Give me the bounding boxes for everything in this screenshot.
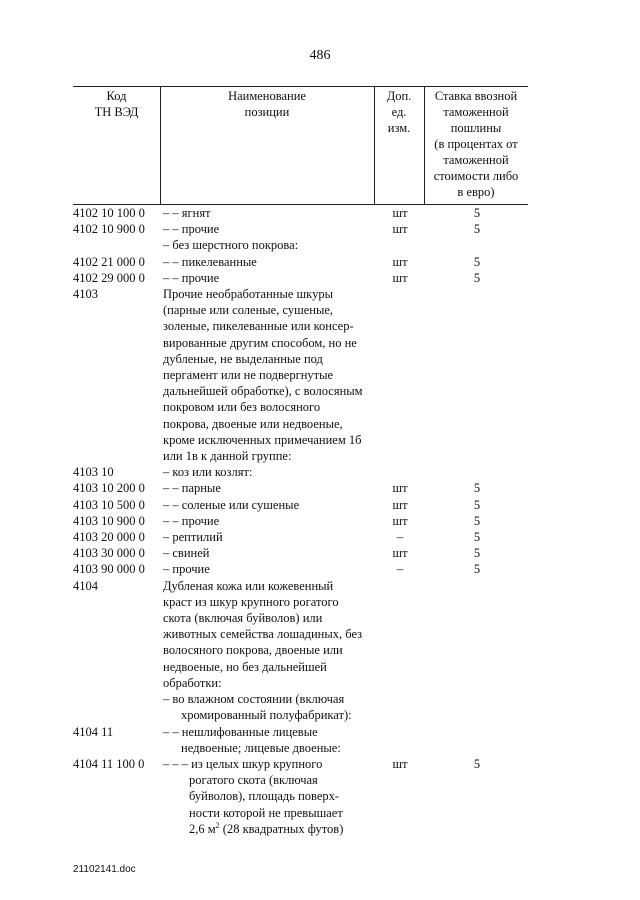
table-top-border (73, 86, 528, 87)
table-row (0, 254, 640, 270)
header-rate: Ставка ввозной таможенной пошлины (в процентах от таможенной стоимости либо в евро) (433, 89, 519, 199)
table-row (0, 545, 640, 561)
description-line: (парные или соленые, сушеные, (163, 303, 334, 318)
description-line: обработки: (163, 675, 222, 690)
row-rate: 5 (473, 222, 481, 237)
row-unit: шт (392, 254, 408, 269)
description-line: кроме исключенных примечанием 1б (163, 432, 362, 447)
table-row (0, 578, 640, 691)
row-rate: 5 (473, 481, 481, 496)
description-line: Прочие необработанные шкуры (163, 287, 333, 302)
description-line: – – нешлифованные лицевые (163, 724, 318, 739)
description-line: – – ягнят (163, 206, 211, 220)
row-unit: – (396, 530, 404, 545)
description-line: – прочие (163, 562, 210, 577)
row-description (163, 691, 373, 723)
table-row (0, 529, 640, 545)
description-line: недвоеные; лицевые двоеные: (181, 740, 341, 755)
row-description (163, 513, 373, 529)
description-line: рогатого скота (включая (189, 773, 318, 788)
row-code: 4104 11 100 0 (73, 756, 145, 771)
row-unit: – (396, 562, 404, 577)
row-rate: 5 (473, 497, 481, 512)
row-description (163, 221, 373, 237)
row-code: 4103 90 000 0 (73, 562, 145, 577)
row-description (163, 529, 373, 545)
row-code: 4103 10 900 0 (73, 513, 145, 528)
row-code: 4103 10 500 0 (73, 497, 145, 512)
row-rate: 5 (473, 756, 481, 771)
row-unit: шт (392, 481, 408, 496)
description-line: – – соленые или сушеные (163, 497, 300, 512)
description-line: – коз или козлят: (163, 465, 253, 480)
description-line: буйволов), площадь поверх- (189, 789, 340, 804)
row-description (163, 724, 373, 756)
table-row (0, 270, 640, 286)
description-line: дубленые, не выделанные под (163, 351, 323, 366)
table-row (0, 724, 640, 756)
table-row (0, 480, 640, 496)
description-line: – – прочие (163, 513, 220, 528)
row-description (163, 545, 373, 561)
row-code: 4104 (73, 578, 98, 593)
description-line: или 1в к данной группе: (163, 449, 292, 464)
page-number: 486 (309, 48, 331, 63)
row-rate: 5 (473, 513, 481, 528)
row-code: 4103 10 (73, 465, 114, 480)
row-rate: 5 (473, 530, 481, 545)
description-line: – – прочие (163, 222, 220, 237)
description-line: – – – из целых шкур крупного (163, 756, 323, 771)
row-rate: 5 (473, 206, 481, 220)
row-description (163, 561, 373, 577)
description-line: золеные, пикелеванные или консер- (163, 319, 354, 334)
row-code: 4103 30 000 0 (73, 546, 145, 561)
table-row (0, 561, 640, 577)
superscript: 2 (215, 820, 220, 830)
row-code: 4103 (73, 287, 98, 302)
description-line: вированные другим способом, но не (163, 335, 357, 350)
description-line: 2,6 $м^2$ (28 квадратных футов) (189, 820, 344, 836)
header-unit: Доп. ед. изм. (386, 89, 412, 135)
table-row (0, 756, 640, 837)
description-line: ности которой не превышает (189, 805, 343, 820)
description-line: – свиней (163, 546, 210, 561)
description-line: дальнейшей обработке), с волосяным (163, 384, 363, 399)
table-row (0, 513, 640, 529)
row-description (163, 497, 373, 513)
row-unit: шт (392, 497, 408, 512)
description-line: недвоеные, но без дальнейшей (163, 659, 327, 674)
description-line: Дубленая кожа или кожевенный (163, 578, 334, 593)
row-code: 4103 20 000 0 (73, 530, 145, 545)
row-code: 4102 10 900 0 (73, 222, 145, 237)
description-line: животных семейства лошадиных, без (163, 627, 363, 642)
row-rate: 5 (473, 270, 481, 285)
row-unit: шт (392, 756, 408, 771)
description-line: – рептилий (163, 530, 223, 545)
row-code: 4103 10 200 0 (73, 481, 145, 496)
row-description (163, 578, 373, 691)
description-line: – во влажном состоянии (включая (163, 692, 345, 707)
tariff-table-body (0, 205, 640, 837)
description-line: волосяного покрова, двоеные или (163, 643, 343, 658)
row-description (163, 756, 373, 837)
table-row (0, 691, 640, 723)
row-description (163, 480, 373, 496)
row-unit: шт (392, 222, 408, 237)
description-line: покровом или без волосяного (163, 400, 321, 415)
description-line: – – парные (163, 481, 221, 496)
row-rate: 5 (473, 562, 481, 577)
row-code: 4102 21 000 0 (73, 254, 145, 269)
description-line: скота (включая буйволов) или (163, 611, 323, 626)
row-unit: шт (392, 513, 408, 528)
table-row (0, 237, 640, 253)
header-code: Код ТН ВЭД (94, 89, 139, 119)
table-row (0, 497, 640, 513)
row-code: 4102 29 000 0 (73, 270, 145, 285)
row-description (163, 286, 373, 464)
row-description (163, 205, 373, 221)
description-line: хромированный полуфабрикат): (181, 708, 352, 723)
description-line: – – пикелеванные (163, 254, 257, 269)
description-line: краст из шкур крупного рогатого (163, 594, 339, 609)
row-unit: шт (392, 546, 408, 561)
header-name: Наименование позиции (228, 89, 306, 119)
row-code: 4104 11 (73, 724, 114, 739)
table-row (0, 205, 640, 221)
description-line: пергамент или не подвергнутые (163, 368, 334, 383)
row-unit: шт (392, 206, 408, 220)
row-description (163, 254, 373, 270)
table-row (0, 286, 640, 464)
table-row (0, 464, 640, 480)
row-description (163, 237, 373, 253)
row-unit: шт (392, 270, 408, 285)
description-line: покрова, двоеные или недвоеные, (163, 416, 343, 431)
row-rate: 5 (473, 546, 481, 561)
description-line: – – прочие (163, 270, 220, 285)
row-code: 4102 10 100 0 (73, 206, 145, 220)
file-name-footer: 21102141.doc (73, 864, 136, 875)
row-rate: 5 (473, 254, 481, 269)
table-row (0, 221, 640, 237)
description-line: – без шерстного покрова: (163, 238, 299, 253)
row-description (163, 270, 373, 286)
row-description (163, 464, 373, 480)
